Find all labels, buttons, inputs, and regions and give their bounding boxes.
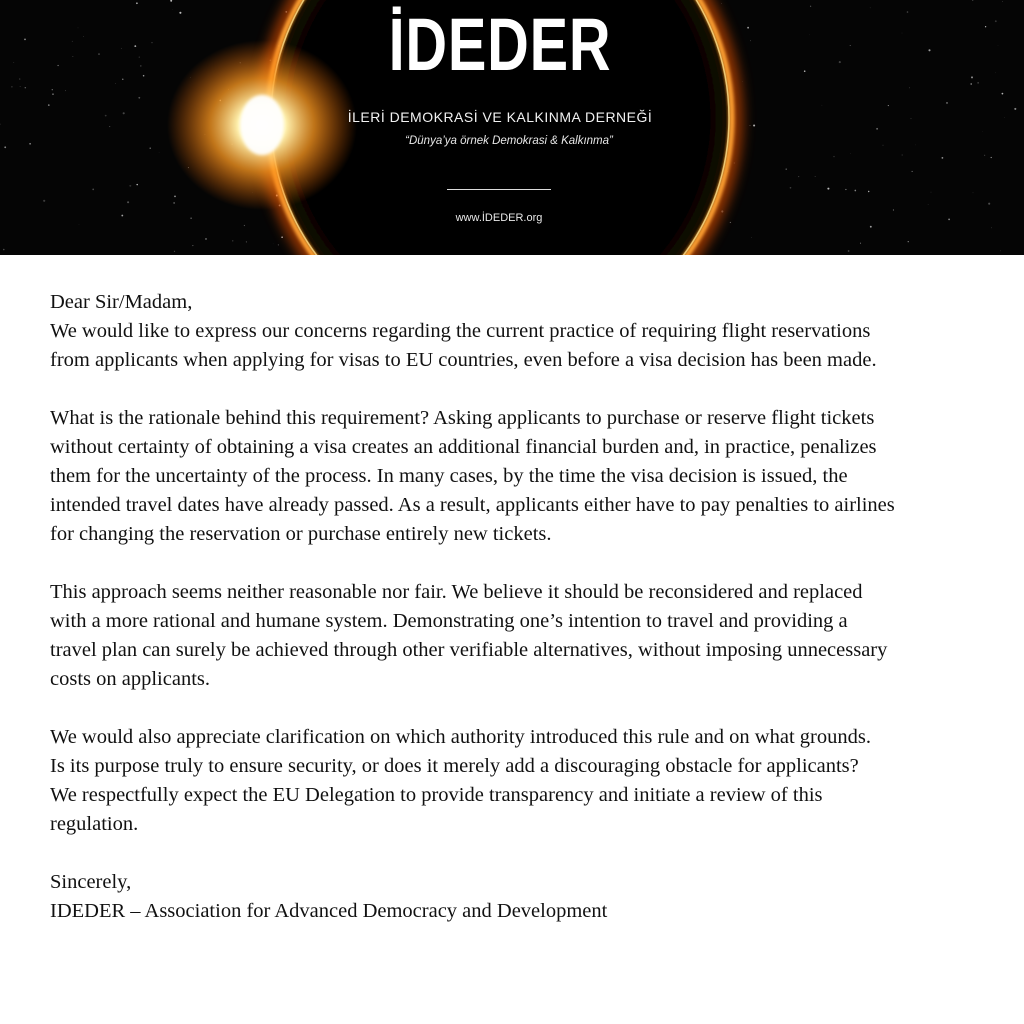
- paragraph-3: [50, 578, 990, 694]
- star: [902, 155, 903, 156]
- star: [893, 209, 894, 210]
- header-banner: [0, 0, 1024, 255]
- salutation: [50, 288, 990, 375]
- star: [973, 193, 974, 194]
- star: [278, 244, 279, 245]
- star: [985, 26, 986, 27]
- star: [43, 200, 45, 202]
- star: [19, 78, 21, 80]
- star: [232, 240, 233, 241]
- star: [3, 249, 5, 251]
- star: [854, 190, 856, 192]
- website-url: www.İDEDER.org: [455, 212, 543, 224]
- paragraph-2: [50, 404, 990, 549]
- star: [109, 126, 110, 127]
- logo-title: İDEDER: [388, 3, 612, 86]
- divider: [447, 189, 551, 190]
- star: [978, 82, 979, 83]
- paragraph-4: [50, 723, 990, 839]
- paragraph-line: with a more rational and humane system. Demonstrating one’s intention to travel and providing a: [50, 610, 848, 632]
- paragraph-line: without certainty of obtaining a visa creates an additional financial burden and, in practice, penalizes: [50, 436, 877, 458]
- star: [98, 53, 100, 55]
- star: [13, 62, 14, 63]
- star: [876, 128, 878, 130]
- star: [79, 224, 80, 225]
- paragraph-line: them for the uncertainty of the process. In many cases, by the time the visa decision is issued, the: [50, 465, 848, 487]
- letter-body: [50, 288, 990, 926]
- star: [998, 45, 999, 46]
- star: [941, 157, 943, 159]
- closing: Sincerely,: [50, 871, 132, 893]
- star: [907, 11, 909, 13]
- star: [870, 226, 872, 228]
- paragraph-line: We respectfully expect the EU Delegation to provide transparency and initiate a review of this: [50, 784, 823, 806]
- star: [1000, 250, 1001, 251]
- star: [798, 176, 799, 177]
- star: [83, 36, 84, 37]
- star: [970, 83, 972, 85]
- paragraph-line: We would like to express our concerns regarding the current practice of requiring flight reservations: [50, 320, 871, 342]
- star: [868, 191, 869, 192]
- star: [244, 225, 245, 226]
- star: [72, 41, 73, 42]
- star: [11, 86, 13, 88]
- star: [995, 73, 996, 74]
- star: [20, 86, 21, 87]
- star: [946, 102, 948, 104]
- star: [909, 87, 910, 88]
- paragraph-line: costs on applicants.: [50, 668, 210, 690]
- star: [902, 33, 903, 34]
- star: [972, 0, 973, 1]
- salutation-text: Dear Sir/Madam,: [50, 291, 193, 313]
- star: [860, 243, 861, 244]
- star: [73, 56, 74, 57]
- star: [173, 202, 174, 203]
- star: [174, 196, 176, 198]
- star: [912, 171, 913, 172]
- star: [971, 76, 973, 78]
- paragraph-line: for changing the reservation or purchase entirely new tickets.: [50, 523, 552, 545]
- paragraph-line: We would also appreciate clarification on which authority introduced this rule and on what grounds.: [50, 726, 871, 748]
- star: [136, 184, 137, 185]
- star: [246, 241, 247, 242]
- star: [786, 168, 787, 169]
- star: [928, 204, 929, 205]
- star: [78, 28, 79, 29]
- star: [822, 105, 823, 106]
- star: [129, 185, 131, 187]
- star: [991, 157, 992, 158]
- star: [57, 65, 58, 66]
- paragraph-line: travel plan can surely be achieved through other verifiable alternatives, without imposing unnecessary: [50, 639, 888, 661]
- star: [928, 49, 930, 51]
- star: [65, 90, 66, 91]
- star: [833, 156, 834, 157]
- star: [908, 241, 909, 242]
- star: [159, 152, 160, 153]
- star: [931, 192, 932, 193]
- star: [845, 189, 846, 190]
- star: [984, 155, 985, 156]
- star: [48, 104, 50, 106]
- star: [991, 227, 992, 228]
- star: [888, 105, 889, 106]
- star: [174, 251, 175, 252]
- paragraph-1: [50, 317, 990, 375]
- star: [52, 89, 53, 90]
- paragraph-line: What is the rationale behind this requirement? Asking applicants to purchase or reserve flight tickets: [50, 407, 875, 429]
- star: [988, 203, 990, 205]
- star: [750, 125, 751, 126]
- star: [995, 20, 997, 22]
- star: [24, 39, 26, 41]
- star: [127, 201, 129, 203]
- closing-block: [50, 868, 990, 926]
- star: [1002, 93, 1004, 95]
- star: [815, 176, 816, 177]
- star: [52, 93, 53, 94]
- paragraph-line: intended travel dates have already passed. As a result, applicants either have to pay penalties to airlines: [50, 494, 895, 516]
- paragraph-line: regulation.: [50, 813, 139, 835]
- star: [848, 250, 850, 252]
- star: [1014, 108, 1016, 110]
- star: [25, 87, 26, 88]
- star: [192, 245, 193, 246]
- star: [92, 189, 94, 191]
- signature: IDEDER – Association for Advanced Democracy and Development: [50, 900, 608, 922]
- paragraph-line: Is its purpose truly to ensure security, or does it merely add a discouraging obstacle for applicants?: [50, 755, 859, 777]
- logo-subtitle: İLERİ DEMOKRASİ VE KALKINMA DERNEĞİ: [347, 109, 653, 125]
- star: [827, 188, 829, 190]
- star: [790, 187, 792, 189]
- star: [1002, 1, 1003, 2]
- logo-tagline: “Dünya’ya örnek Demokrasi & Kalkınma”: [405, 135, 613, 147]
- paragraph-line: This approach seems neither reasonable nor fair. We believe it should be reconsidered and replaced: [50, 581, 863, 603]
- star: [205, 238, 206, 239]
- star: [150, 148, 151, 149]
- star: [138, 97, 140, 99]
- paragraph-line: from applicants when applying for visas to EU countries, even before a visa decision has been made.: [50, 349, 877, 371]
- star: [281, 236, 283, 238]
